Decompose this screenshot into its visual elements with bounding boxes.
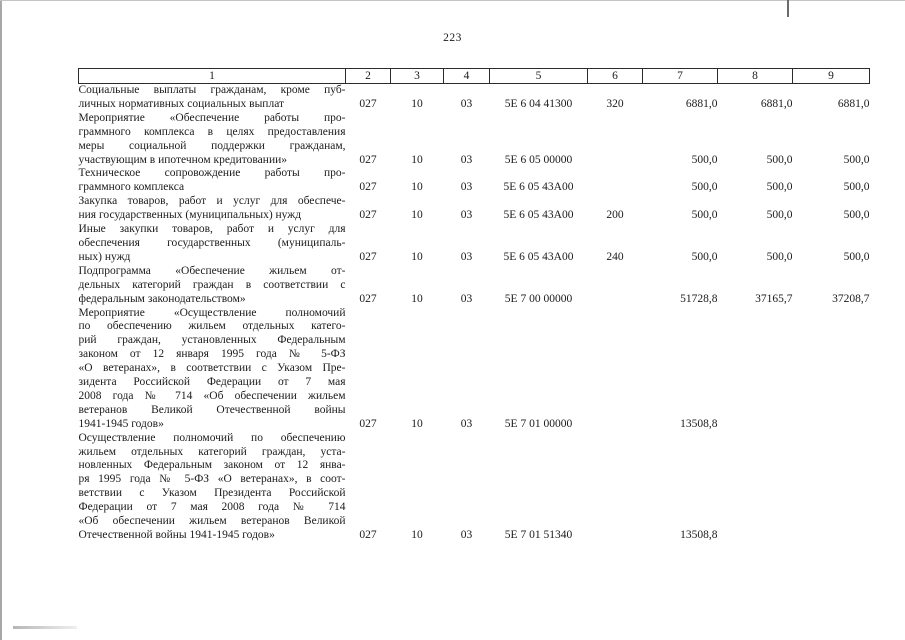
cell-col-3: 10 (411, 153, 423, 166)
row-title-cell (79, 195, 346, 223)
cell-col-3: 10 (411, 417, 423, 430)
cell-col-4: 03 (460, 250, 473, 263)
row-title-cell (79, 307, 346, 432)
header-col-2: 2 (346, 69, 391, 84)
row-title-cell (79, 112, 346, 168)
row-title-line: Мероприятие «Обеспечение работы про- (78, 111, 346, 124)
cell-col-2: 027 (359, 292, 377, 305)
row-title-cell (79, 432, 346, 543)
cell-col-8: 500,0 (766, 209, 793, 222)
header-row (79, 69, 870, 84)
cell-col-2: 027 (359, 181, 377, 194)
cell-col-8: 6881,0 (760, 97, 793, 110)
cell-col-9: 500,0 (843, 181, 870, 194)
page-number: 223 (443, 32, 462, 44)
cell-col-9 (793, 432, 870, 543)
cell-col-2: 027 (359, 250, 377, 263)
cell-col-3: 10 (411, 529, 423, 541)
row-title-line: «О ветеранах», в соответствии с Указом Пре- (78, 362, 346, 375)
row-title-line: обеспечения государственных (муниципаль- (78, 236, 346, 249)
row-title-line: участвующим в ипотечном кредитовании» (78, 153, 287, 166)
cell-col-4: 03 (460, 209, 473, 222)
cell-col-3: 10 (411, 97, 423, 110)
cell-col-2: 027 (359, 417, 377, 430)
header-col-3: 3 (391, 69, 444, 84)
cell-col-5: 5Е 6 04 41300 (504, 97, 573, 110)
header-col-4: 4 (444, 69, 490, 84)
row-title-line: Техническое сопровождение работы про- (78, 167, 346, 180)
cell-col-6 (588, 112, 643, 168)
row-title-line: новленных Федеральным законом от 12 янва- (78, 459, 346, 472)
row-title-line: Иные закупки товаров, работ и услуг для (78, 223, 346, 236)
cell-col-7: 500,0 (691, 153, 718, 166)
cell-col-2: 027 (359, 209, 377, 222)
scan-edge-top (0, 0, 905, 1)
table-row (79, 195, 870, 223)
header-col-9: 9 (793, 69, 870, 84)
cell-col-7: 6881,0 (685, 97, 718, 110)
cell-col-3: 10 (411, 250, 423, 263)
table-row (79, 84, 870, 112)
cell-col-7: 500,0 (691, 181, 718, 194)
table-row (79, 167, 870, 195)
header-col-6: 6 (588, 69, 643, 84)
table-row (79, 432, 870, 543)
table-row (79, 307, 870, 432)
row-title-line: Отечественной войны 1941-1945 годов» (78, 529, 275, 541)
row-title-line: Осуществление полномочий по обеспечению (78, 431, 346, 444)
scan-artifact-tick (787, 0, 789, 17)
row-title-line: зидента Российской Федерации от 7 мая (78, 376, 346, 389)
cell-col-4: 03 (460, 153, 473, 166)
row-title-line: ния государственных (муниципальных) нужд (78, 209, 302, 222)
row-title-line: ветеранов Великой Отечественной войны (78, 403, 346, 416)
cell-col-6 (588, 307, 643, 432)
cell-col-8: 500,0 (766, 153, 793, 166)
cell-col-3: 10 (411, 209, 423, 222)
cell-col-7: 51728,8 (680, 292, 718, 305)
row-title-line: граммного комплекса в целях предоставления (78, 125, 346, 138)
cell-col-6: 320 (606, 97, 624, 110)
row-title-line: 1941-1945 годов» (78, 417, 164, 430)
row-title-line: «Об обеспечении жильем ветеранов Великой (78, 515, 346, 528)
row-title-line: дельных категорий граждан в соответствии с (78, 278, 346, 291)
cell-col-3: 10 (411, 292, 423, 305)
cell-col-6 (588, 167, 643, 195)
cell-col-8: 500,0 (766, 250, 793, 263)
table-header (79, 69, 870, 84)
row-title-line: граммного комплекса (78, 181, 185, 194)
cell-col-5: 5Е 7 01 51340 (504, 529, 573, 541)
row-title-line: ных) нужд (78, 250, 131, 263)
cell-col-5: 5Е 7 01 00000 (504, 417, 573, 430)
scan-artifact-smudge (13, 626, 77, 629)
cell-col-7: 13508,8 (680, 529, 718, 541)
cell-col-3: 10 (411, 181, 423, 194)
header-col-7: 7 (643, 69, 718, 84)
row-title-line: ря 1995 года № 5-ФЗ «О ветеранах», в соот- (78, 473, 346, 486)
cell-col-8: 37165,7 (755, 292, 793, 305)
table-body (79, 84, 870, 543)
cell-col-4: 03 (460, 529, 473, 541)
cell-col-9: 37208,7 (832, 292, 870, 305)
cell-col-9 (793, 307, 870, 432)
cell-col-9: 500,0 (843, 209, 870, 222)
cell-col-9: 6881,0 (837, 97, 870, 110)
cell-col-7: 500,0 (691, 250, 718, 263)
row-title-line: законом от 12 января 1995 года № 5-ФЗ (78, 348, 346, 361)
row-title-line: жильем отдельных категорий граждан, уста- (78, 445, 346, 458)
row-title-cell (79, 223, 346, 265)
cell-col-2: 027 (359, 153, 377, 166)
row-title-cell (79, 265, 346, 307)
cell-col-7: 13508,8 (680, 417, 718, 430)
cell-col-6: 240 (606, 250, 624, 263)
row-title-line: Закупка товаров, работ и услуг для обеспече- (78, 195, 346, 208)
cell-col-6: 200 (606, 209, 624, 222)
budget-table (78, 68, 870, 543)
row-title-line: 2008 года № 714 «Об обеспечении жильем (78, 389, 346, 402)
row-title-line: рий граждан, установленных Федеральным (78, 334, 346, 347)
cell-col-5: 5Е 6 05 43А00 (503, 250, 574, 263)
table-row (79, 223, 870, 265)
cell-col-8 (718, 307, 793, 432)
cell-col-5: 5Е 7 00 00000 (504, 292, 573, 305)
header-col-8: 8 (718, 69, 793, 84)
table-row (79, 112, 870, 168)
cell-col-9: 500,0 (843, 250, 870, 263)
cell-col-8 (718, 432, 793, 543)
cell-col-5: 5Е 6 05 00000 (504, 153, 573, 166)
row-title-line: по обеспечению жильем отдельных катего- (78, 320, 346, 333)
row-title-line: Социальные выплаты гражданам, кроме пуб- (78, 84, 346, 96)
row-title-line: Мероприятие «Осуществление полномочий (78, 306, 346, 319)
cell-col-4: 03 (460, 292, 473, 305)
cell-col-4: 03 (460, 417, 473, 430)
cell-col-4: 03 (460, 181, 473, 194)
cell-col-8: 500,0 (766, 181, 793, 194)
row-title-line: Федерации от 7 мая 2008 года № 714 (78, 501, 346, 514)
cell-col-6 (588, 265, 643, 307)
cell-col-2: 027 (359, 97, 377, 110)
header-col-5: 5 (490, 69, 588, 84)
scan-edge-left (0, 0, 2, 640)
cell-col-7: 500,0 (691, 209, 718, 222)
row-title-line: ветствии с Указом Президента Российской (78, 487, 346, 500)
table-row (79, 265, 870, 307)
row-title-line: Подпрограмма «Обеспечение жильем от- (78, 264, 346, 277)
header-col-1: 1 (79, 69, 346, 84)
row-title-line: федеральным законодательством» (78, 292, 246, 305)
cell-col-6 (588, 432, 643, 543)
row-title-line: личных нормативных социальных выплат (78, 97, 285, 110)
cell-col-4: 03 (460, 97, 473, 110)
cell-col-9: 500,0 (843, 153, 870, 166)
row-title-cell (79, 167, 346, 195)
cell-col-2: 027 (359, 529, 377, 541)
cell-col-5: 5Е 6 05 43А00 (503, 209, 574, 222)
row-title-cell (79, 84, 346, 112)
cell-col-5: 5Е 6 05 43А00 (503, 181, 574, 194)
row-title-line: меры социальной поддержки гражданам, (78, 139, 346, 152)
